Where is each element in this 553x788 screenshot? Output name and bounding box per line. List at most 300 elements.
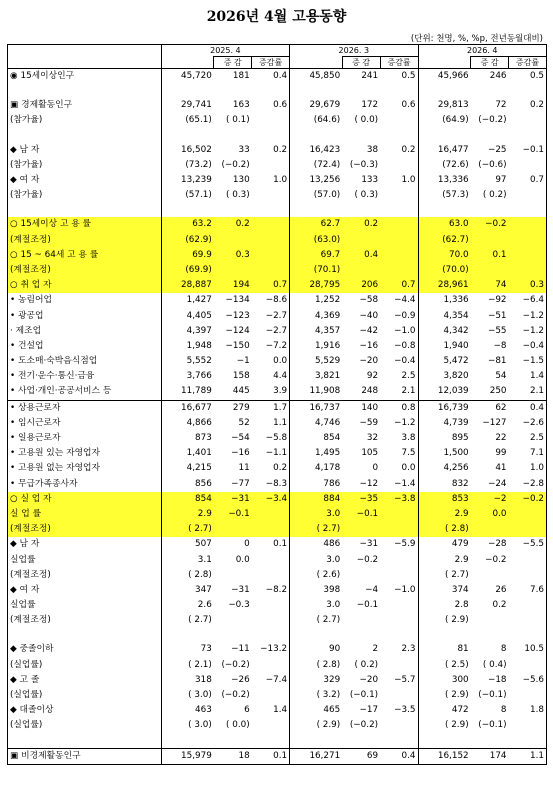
- row-label: · 제조업: [10, 325, 42, 336]
- change-cell: 11: [238, 463, 250, 474]
- change-cell: [342, 233, 380, 248]
- change-cell: 72: [495, 100, 507, 111]
- rate-cell: −1.0: [394, 584, 416, 595]
- rate-cell: [509, 628, 547, 642]
- row-label: (참가율): [10, 159, 43, 170]
- change-cell: ( 0.2): [354, 659, 379, 670]
- change-cell: [471, 734, 509, 749]
- rate-cell: −8.3: [265, 478, 288, 489]
- change-cell: 174: [471, 748, 509, 764]
- value-cell: [418, 84, 471, 98]
- rate-cell: 1.1: [509, 748, 547, 764]
- table-row: [8, 143, 547, 158]
- change-cell: −0.2: [471, 217, 509, 232]
- rate-cell: [509, 568, 547, 583]
- rate-cell: [252, 507, 290, 522]
- value-cell: 4,357: [290, 324, 343, 339]
- row-label: • 사업·개인·공공서비스 등: [10, 386, 112, 397]
- rate-cell: 0.2: [401, 144, 416, 155]
- rate-cell: 0.5: [509, 69, 547, 85]
- rate-cell: [380, 158, 418, 173]
- value-cell: 486: [290, 537, 343, 552]
- rate-cell: 1.1: [273, 417, 288, 428]
- header-row-sub: [8, 57, 547, 69]
- row-label: 실업률: [10, 600, 36, 611]
- table-row: [8, 537, 547, 552]
- change-cell: −1: [236, 356, 250, 367]
- value-cell: 374: [418, 583, 471, 598]
- rate-cell: [380, 188, 418, 203]
- rate-cell: [252, 263, 290, 278]
- rate-cell: [252, 188, 290, 203]
- change-cell: 172: [361, 100, 379, 111]
- period-header: 2026. 3: [290, 45, 418, 57]
- table-row: [8, 431, 547, 446]
- value-cell: 3.0: [290, 598, 343, 613]
- rate-cell: −13.2: [260, 644, 288, 655]
- rate-cell: 2.3: [401, 644, 416, 655]
- row-label: ▣ 비경제활동인구: [8, 748, 162, 764]
- rate-cell: [252, 158, 290, 173]
- table-row: [8, 278, 547, 293]
- rate-cell: 3.9: [273, 386, 288, 397]
- change-cell: [214, 203, 252, 217]
- change-cell: −81: [487, 356, 507, 367]
- rate-cell: [380, 248, 418, 263]
- change-cell: [471, 522, 509, 537]
- table-row: [8, 718, 547, 733]
- value-cell: [290, 203, 343, 217]
- rate-cell: −1.4: [394, 478, 416, 489]
- value-cell: (62.9): [161, 233, 214, 248]
- value-cell: [161, 734, 214, 749]
- change-cell: −55: [487, 325, 507, 336]
- change-cell: 92: [366, 371, 379, 382]
- row-label: 실 업 률: [8, 507, 162, 522]
- rate-cell: −7.2: [265, 340, 288, 351]
- change-cell: −58: [359, 295, 379, 306]
- value-cell: 62.7: [290, 217, 343, 232]
- rate-cell: −7.4: [265, 674, 288, 685]
- change-cell: 54: [495, 371, 507, 382]
- value-cell: 398: [290, 583, 343, 598]
- rate-cell: 0.4: [252, 69, 290, 85]
- change-cell: [342, 263, 380, 278]
- rate-cell: 2.1: [401, 386, 416, 397]
- rate-cell: 0.6: [273, 100, 288, 111]
- value-cell: 786: [290, 477, 343, 492]
- value-cell: 2.9: [418, 507, 471, 522]
- change-cell: −31: [359, 539, 379, 550]
- row-label: • 건설업: [10, 340, 44, 351]
- value-cell: (65.1): [161, 113, 214, 128]
- rate-cell: [252, 613, 290, 628]
- rate-cell: 2.5: [530, 433, 544, 444]
- rate-cell: [509, 188, 547, 203]
- row-label: [8, 628, 162, 642]
- value-cell: 13,336: [418, 173, 471, 188]
- value-cell: 4,215: [161, 461, 214, 476]
- rate-cell: 0.1: [252, 748, 290, 764]
- value-cell: 63.2: [161, 217, 214, 232]
- rate-cell: [509, 233, 547, 248]
- change-cell: −12: [359, 478, 379, 489]
- row-label: [8, 129, 162, 143]
- value-cell: ( 2.7): [161, 522, 214, 537]
- rate-cell: −2.8: [522, 478, 544, 489]
- table-row: [8, 688, 547, 703]
- table-row: [8, 552, 547, 567]
- value-cell: 884: [290, 492, 343, 507]
- rate-cell: −0.9: [394, 310, 416, 321]
- value-cell: 4,342: [418, 324, 471, 339]
- value-cell: [418, 203, 471, 217]
- value-cell: ( 2.7): [290, 613, 343, 628]
- value-cell: ( 2.9): [418, 688, 471, 703]
- value-cell: 70.0: [418, 248, 471, 263]
- value-cell: 895: [418, 431, 471, 446]
- table-row: [8, 642, 547, 657]
- value-cell: [418, 628, 471, 642]
- table-row: [8, 507, 547, 522]
- table-row: [8, 217, 547, 232]
- value-cell: 3.1: [161, 552, 214, 567]
- value-cell: ( 2.8): [418, 522, 471, 537]
- rate-cell: [509, 613, 547, 628]
- change-cell: [214, 568, 252, 583]
- rate-cell: 0.7: [380, 278, 418, 293]
- change-cell: (−0.2): [349, 720, 379, 731]
- value-cell: 81: [418, 642, 471, 657]
- change-cell: 32: [366, 433, 379, 444]
- table-row: [8, 69, 547, 85]
- value-cell: ( 2.7): [418, 568, 471, 583]
- change-cell: [342, 628, 380, 642]
- value-cell: 16,271: [290, 748, 343, 764]
- change-cell: [214, 233, 252, 248]
- change-cell: −8: [493, 340, 507, 351]
- value-cell: (70.0): [418, 263, 471, 278]
- change-cell: −92: [487, 295, 507, 306]
- value-cell: [418, 129, 471, 143]
- chg-header: 증 감: [471, 57, 509, 69]
- value-cell: ( 3.0): [161, 718, 214, 733]
- value-cell: (62.7): [418, 233, 471, 248]
- row-label: • 농림어업: [10, 295, 52, 306]
- change-cell: −0.1: [214, 507, 252, 522]
- table-row: [8, 461, 547, 476]
- change-cell: ( 0.2): [482, 190, 507, 201]
- value-cell: ( 2.9): [418, 718, 471, 733]
- table-row: [8, 748, 547, 764]
- row-label: (실업률): [10, 659, 43, 670]
- value-cell: 463: [161, 703, 214, 718]
- change-cell: 445: [232, 386, 250, 397]
- change-cell: 140: [342, 400, 380, 416]
- table-row: [8, 293, 547, 308]
- change-cell: 22: [495, 433, 507, 444]
- table-row: [8, 583, 547, 598]
- value-cell: 854: [290, 431, 343, 446]
- row-label: ○ 실 업 자: [8, 492, 162, 507]
- change-cell: −28: [487, 539, 507, 550]
- table-row: [8, 568, 547, 583]
- rate-cell: −0.4: [522, 340, 544, 351]
- row-label: • 전기·운수·통신·금융: [10, 371, 95, 382]
- rate-cell: −5.6: [522, 674, 544, 685]
- change-cell: −0.3: [228, 600, 250, 611]
- rate-cell: 0.1: [273, 539, 288, 550]
- table-row: [8, 734, 547, 749]
- rate-cell: [252, 598, 290, 613]
- value-cell: 90: [290, 642, 343, 657]
- change-cell: [214, 734, 252, 749]
- value-cell: 12,039: [418, 384, 471, 400]
- value-cell: 1,401: [161, 446, 214, 461]
- row-label: (계절조정): [10, 569, 51, 580]
- change-cell: 158: [232, 371, 250, 382]
- change-cell: −18: [487, 674, 507, 685]
- value-cell: 13,256: [290, 173, 343, 188]
- value-cell: 29,679: [290, 98, 343, 113]
- row-label: ○ 15 ~ 64세 고 용 률: [8, 248, 162, 263]
- change-cell: −0.1: [342, 507, 380, 522]
- rate-cell: 0.7: [530, 175, 544, 186]
- rate-cell: 1.4: [530, 371, 544, 382]
- rate-cell: 0.7: [252, 278, 290, 293]
- value-cell: 63.0: [418, 217, 471, 232]
- value-cell: 69.7: [290, 248, 343, 263]
- change-cell: 0: [244, 539, 250, 550]
- change-cell: 241: [342, 69, 380, 85]
- value-cell: 4,369: [290, 308, 343, 323]
- change-cell: [214, 263, 252, 278]
- rate-cell: [252, 658, 290, 673]
- change-cell: (−0.3): [349, 159, 379, 170]
- change-cell: [471, 203, 509, 217]
- rate-cell: [252, 718, 290, 733]
- row-label: (실업률): [10, 720, 43, 731]
- period-header: 2026. 4: [418, 45, 546, 57]
- rate-cell: 0.5: [380, 69, 418, 85]
- value-cell: 3,820: [418, 369, 471, 384]
- change-cell: [214, 613, 252, 628]
- row-label: (계절조정): [8, 263, 162, 278]
- rate-cell: [252, 552, 290, 567]
- row-label: 실업률: [10, 554, 36, 565]
- rate-cell: [509, 203, 547, 217]
- row-label: (계절조정): [8, 522, 162, 537]
- rate-cell: [380, 598, 418, 613]
- change-cell: (−0.1): [349, 690, 379, 701]
- rate-cell: 1.4: [273, 705, 288, 716]
- value-cell: [161, 129, 214, 143]
- rate-cell: [380, 613, 418, 628]
- rate-cell: −3.4: [252, 492, 290, 507]
- value-cell: 3,766: [161, 369, 214, 384]
- value-cell: ( 2.8): [161, 568, 214, 583]
- rate-cell: [509, 688, 547, 703]
- value-cell: 300: [418, 673, 471, 688]
- rate-cell: [252, 734, 290, 749]
- table-row: [8, 98, 547, 113]
- rate-cell: −0.8: [394, 340, 416, 351]
- rate-cell: [509, 263, 547, 278]
- row-label: • 고용원 없는 자영업자: [10, 463, 101, 474]
- rate-cell: 4.4: [273, 371, 288, 382]
- rate-cell: [380, 658, 418, 673]
- rate-cell: −5.5: [522, 539, 544, 550]
- change-cell: −0.2: [356, 554, 379, 565]
- row-label: • 광공업: [10, 310, 44, 321]
- value-cell: [290, 734, 343, 749]
- change-cell: ( 0.1): [226, 115, 250, 126]
- rate-cell: 1.0: [401, 175, 416, 186]
- row-label: ◆ 여 자: [10, 584, 40, 595]
- change-cell: 41: [495, 463, 507, 474]
- value-cell: ( 2.9): [418, 613, 471, 628]
- change-cell: −51: [487, 310, 507, 321]
- change-cell: [342, 84, 380, 98]
- rate-cell: [380, 203, 418, 217]
- change-cell: [471, 233, 509, 248]
- value-cell: 11,789: [161, 384, 214, 400]
- value-cell: ( 2.7): [161, 613, 214, 628]
- value-cell: 2.9: [161, 507, 214, 522]
- rate-cell: −8.2: [265, 584, 288, 595]
- change-cell: 38: [366, 144, 379, 155]
- table-row: [8, 233, 547, 248]
- row-label: (계절조정): [10, 615, 51, 626]
- value-cell: 472: [418, 703, 471, 718]
- value-cell: 873: [161, 431, 214, 446]
- row-label: ◆ 여 자: [10, 175, 40, 186]
- value-cell: ( 3.2): [290, 688, 343, 703]
- change-cell: 0: [372, 463, 379, 474]
- change-cell: −25: [487, 144, 507, 155]
- value-cell: 854: [161, 492, 214, 507]
- change-cell: −0.2: [485, 554, 507, 565]
- value-cell: 4,256: [418, 461, 471, 476]
- rate-cell: [380, 113, 418, 128]
- employment-table: [7, 44, 547, 765]
- rate-cell: 1.0: [530, 463, 544, 474]
- value-cell: 1,336: [418, 293, 471, 308]
- change-cell: ( 0.3): [354, 190, 379, 201]
- table-row: [8, 492, 547, 507]
- rate-header: 증감률: [380, 57, 418, 69]
- change-cell: 105: [361, 448, 379, 459]
- row-label: [8, 84, 162, 98]
- value-cell: 1,948: [161, 339, 214, 354]
- rate-cell: [380, 568, 418, 583]
- value-cell: 2.9: [418, 552, 471, 567]
- rate-cell: −2.7: [265, 310, 288, 321]
- change-cell: 194: [214, 278, 252, 293]
- value-cell: 11,908: [290, 384, 343, 400]
- row-label: • 무급가족종사자: [10, 478, 78, 489]
- change-cell: −127: [482, 417, 507, 428]
- rate-cell: [380, 263, 418, 278]
- value-cell: (69.9): [161, 263, 214, 278]
- value-cell: 15,979: [161, 748, 214, 764]
- table-row: [8, 522, 547, 537]
- value-cell: 1,495: [290, 446, 343, 461]
- change-cell: 33: [238, 144, 250, 155]
- change-cell: [471, 568, 509, 583]
- change-cell: [214, 628, 252, 642]
- value-cell: 3.0: [290, 552, 343, 567]
- rate-cell: [380, 84, 418, 98]
- change-cell: −134: [225, 295, 250, 306]
- rate-cell: −1.5: [522, 356, 544, 367]
- change-cell: −40: [359, 310, 379, 321]
- rate-cell: 0.0: [273, 356, 288, 367]
- rate-cell: −8.6: [265, 295, 288, 306]
- change-cell: −20: [359, 674, 379, 685]
- change-cell: 0.2: [214, 217, 252, 232]
- change-cell: (−0.6): [478, 159, 507, 170]
- value-cell: 1,940: [418, 339, 471, 354]
- table-row: [8, 188, 547, 203]
- rate-cell: [509, 507, 547, 522]
- rate-cell: 1.7: [252, 400, 290, 416]
- value-cell: 3,821: [290, 369, 343, 384]
- table-row: [8, 129, 547, 143]
- row-label: (실업률): [10, 690, 43, 701]
- value-cell: 853: [418, 492, 471, 507]
- rate-cell: [252, 248, 290, 263]
- rate-cell: [380, 233, 418, 248]
- value-cell: 318: [161, 673, 214, 688]
- change-cell: 18: [214, 748, 252, 764]
- rate-cell: −5.9: [394, 539, 416, 550]
- value-cell: [161, 84, 214, 98]
- value-cell: (57.1): [161, 188, 214, 203]
- table-row: [8, 658, 547, 673]
- rate-cell: −3.8: [380, 492, 418, 507]
- value-cell: 465: [290, 703, 343, 718]
- rate-cell: −5.8: [265, 433, 288, 444]
- row-label: ○ 15세이상 고 용 률: [8, 217, 162, 232]
- change-cell: 163: [232, 100, 250, 111]
- change-cell: −16: [231, 448, 250, 459]
- rate-cell: −0.1: [522, 144, 544, 155]
- row-label: ◆ 남 자: [10, 539, 40, 550]
- value-cell: ( 2.6): [290, 568, 343, 583]
- table-row: [8, 628, 547, 642]
- value-cell: 5,552: [161, 354, 214, 369]
- rate-cell: [509, 113, 547, 128]
- change-cell: −20: [359, 356, 379, 367]
- value-cell: 3.0: [290, 507, 343, 522]
- rate-cell: [509, 552, 547, 567]
- change-cell: [342, 522, 380, 537]
- value-cell: 45,720: [161, 69, 214, 85]
- rate-cell: 0.2: [530, 100, 544, 111]
- value-cell: 45,850: [290, 69, 343, 85]
- rate-cell: [252, 217, 290, 232]
- change-cell: [342, 734, 380, 749]
- change-cell: 52: [238, 417, 250, 428]
- rate-cell: −1.2: [522, 310, 544, 321]
- rate-cell: 7.6: [530, 584, 544, 595]
- rate-cell: [380, 129, 418, 143]
- rate-cell: −2.6: [522, 417, 544, 428]
- change-cell: −11: [231, 644, 250, 655]
- change-cell: 133: [361, 175, 379, 186]
- table-row: [8, 248, 547, 263]
